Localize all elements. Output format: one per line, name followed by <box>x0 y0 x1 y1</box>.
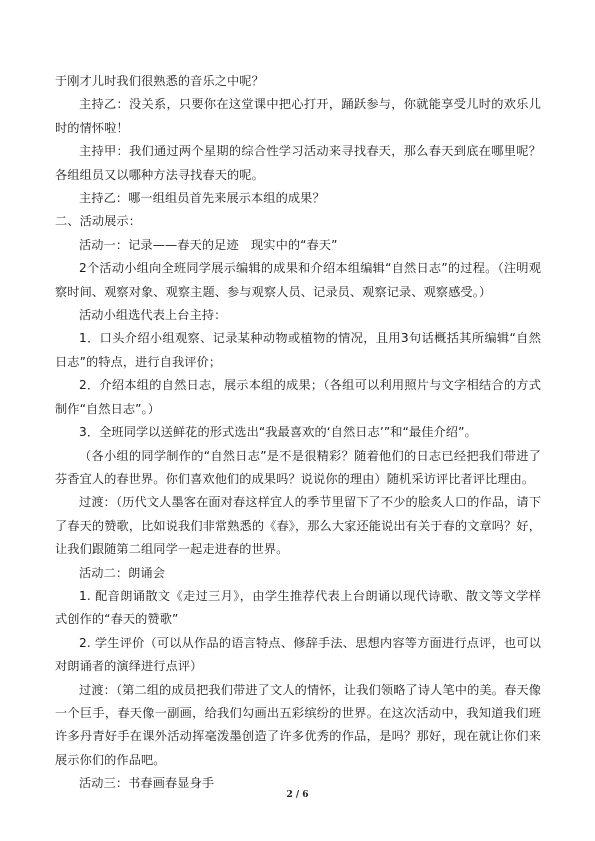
paragraph-8: 活动小组选代表上台主持： <box>79 308 227 323</box>
paragraph-4: 主持乙：哪一组组员首先来展示本组的成果？ <box>79 191 325 206</box>
paragraph-2: 主持乙：没关系，只要你在这堂课中把心打开，踊跃参与，你就能享受儿时的欢乐儿时的情怀啦！ <box>55 97 541 135</box>
transition-2: 过渡：（第二组的成员把我们带进了文人的情怀，让我们领略了诗人笔中的美。春天像一个巨手，春天像一副画，给我们勾画出五彩缤纷的世界。在这次活动中，我知道我们班许多丹青好手在课外活动挥毫泼墨创造了许多优秀的作品，是吗？那好，现在就让你们来展示你们的作品吧。 <box>55 682 541 767</box>
list-item-2: 2．介绍本组的自然日志，展示本组的成果；（各组可以利用照片与文字相结合的方式制作“自然日志”。） <box>55 378 541 416</box>
paragraph-7: 2个活动小组向全班同学展示编辑的成果和介绍本组编辑“自然日志”的过程。（注明观察时间、观察对象、观察主题、参与观察人员、记录员、观察记录、观察感受。） <box>55 261 541 299</box>
paragraph-1: 于刚才儿时我们很熟悉的音乐之中呢？ <box>55 74 264 88</box>
document-body <box>55 70 541 796</box>
activity-two-heading: 活动二：朗诵会 <box>79 565 166 580</box>
list-item-5: 2. 学生评价（可以从作品的语言特点、修辞手法、思想内容等方面进行点评，也可以对朗诵者的演绎进行点评） <box>55 635 541 674</box>
list-item-1: 1．口头介绍小组观察、记录某种动物或植物的情况，且用3句话概括其所编辑“自然日志”的特点，进行自我评价； <box>55 331 541 369</box>
paragraph-12: （各小组的同学制作的“自然日志”是不是很精彩？随着他们的日志已经把我们带进了芬香宜人的春世界。你们喜欢他们的成果吗？说说你的理由）随机采访评比者评比理由。 <box>55 448 541 486</box>
transition-1: 过渡：（历代文人墨客在面对春这样宜人的季节里留下了不少的脍炙人口的作品，请下了春天的赞歌，比如说我们非常熟悉的《春》，那么大家还能说出有关于春的文章吗？好，让我们跟随第二组同学一起走进春的世界。 <box>55 495 541 557</box>
activity-one-heading: 活动一：记录——春天的足迹 现实中的“春天” <box>79 237 338 252</box>
list-item-3: 3．全班同学以送鲜花的形式选出“我最喜欢的‘自然日志’”和“最佳介绍”。 <box>79 425 477 440</box>
paragraph-3: 主持甲：我们通过两个星期的综合性学习活动来寻找春天，那么春天到底在哪里呢？各组组员又以哪种方法寻找春天的呢。 <box>55 144 541 182</box>
section-heading: 二、活动展示： <box>55 214 142 229</box>
page-number: 2 / 6 <box>286 790 309 800</box>
activity-three-heading: 活动三：书春画春显身手 <box>79 776 215 791</box>
list-item-4: 1. 配音朗诵散文《走过三月》，由学生推荐代表上台朗诵以现代诗歌、散文等文学样式创作的“春天的赞歌” <box>55 588 541 627</box>
